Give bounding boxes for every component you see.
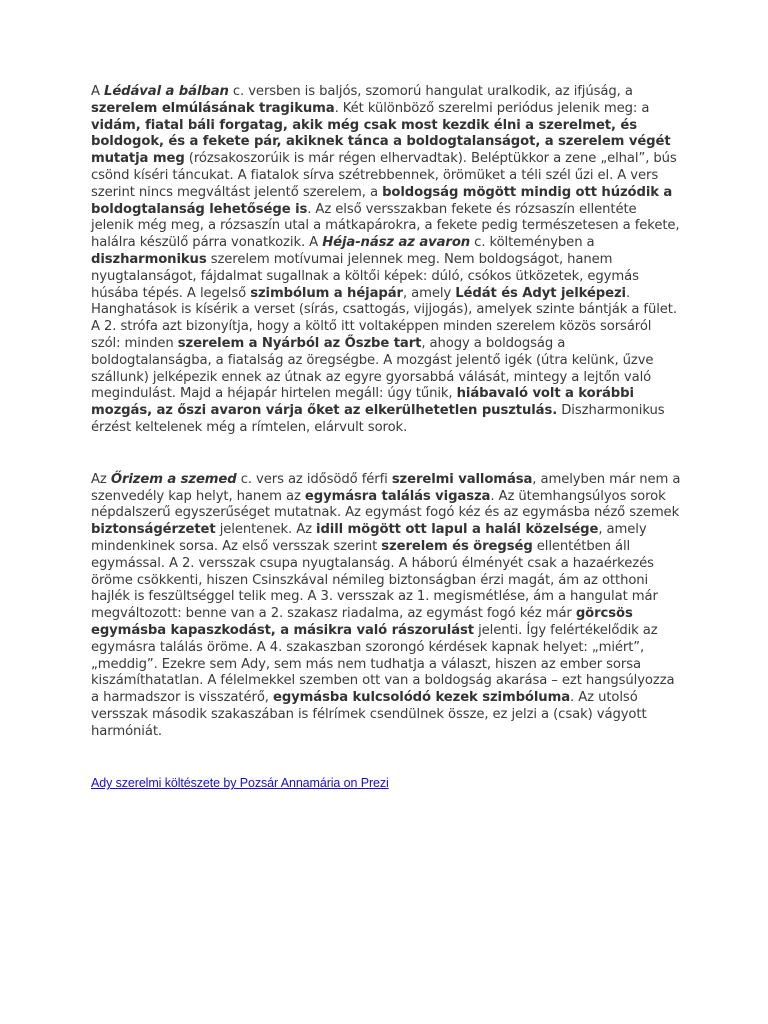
- emphasized-phrase: vidám, fiatal báli forgatag, akik még csak most kezdik élni a szerelmet, és boldogok, és a fekete pár, akiknek tánca a boldogtalanságot, a szerelem végét mutatja meg: [91, 117, 671, 167]
- emphasized-phrase: egymásra találás vigasza: [304, 488, 491, 504]
- emphasized-phrase: görcsös egymásba kapaszkodást, a másikra való rászorulást: [91, 606, 633, 638]
- emphasized-phrase: szerelem elmúlásának tragikuma: [91, 100, 335, 116]
- emphasized-phrase: egymásba kulcsolódó kezek szimbóluma: [272, 690, 571, 706]
- emphasized-phrase: diszharmonikus: [91, 251, 207, 267]
- prezi-link-line: [91, 775, 681, 791]
- paragraph-leda-heja: A Lédával a bálban c. versben is baljós, szomorú hangulat uralkodik, az ifjúság, a szerelem elmúlásának tragikuma. Két különböző szerelmi periódus jelenik meg: a vidám, fiatal báli forgatag, akik még csak most kezdik élni a szerelmet, és boldogok, és a fekete pár, akiknek tánca a boldogtalanságot, a szerelem végét mutatja meg (rózsakoszorúik is már régen elhervadtak). Beléptükkor a zene „elhal”, bús csönd kíséri táncukat. A fiatalok sírva szétrebbennek, örömüket a téli szél űzi el. A vers szerint nincs megváltást jelentő szerelem, a boldogság mögött mindig ott húzódik a boldogtalanság lehetősége is. Az első versszakban fekete és rózsaszín ellentéte jelenik még meg, a rózsaszín utal a mátkapárokra, a fekete pedig természetesen a fekete, halálra készülő párra vonatkozik. A Héja-nász az avaron c. költeményben a diszharmonikus szerelem motívumai jelennek meg. Nem boldogságot, hanem nyugtalanságot, fájdalmat sugallnak a költői képek: dúló, csókos ütközetek, egymás húsába tépés. A legelső szimbólum a héjapár, amely Lédát és Adyt jelképezi. Hanghatások is kísérik a verset (sírás, csattogás, vijjogás), amelyek szinte bántják a fület. A 2. strófa azt bizonyítja, hogy a költő itt voltaképpen minden szerelem közös sorsáról szól: minden szerelem a Nyárból az Őszbe tart, ahogy a boldogság a boldogtalanságba, a fiatalság az öregségbe. A mozgást jelentő igék (útra kelünk, űzve szállunk) jelképezik ennek az útnak az egyre gyorsabbá válását, mintegy a lejtőn való megindulást. Majd a héjapár hirtelen megáll: úgy tűnik, hiábavaló volt a korábbi mozgás, az őszi avaron várja őket az elkerülhetetlen pusztulás. Diszharmonikus érzést keltelenek még a rímtelen, elárvult sorok.: [91, 84, 680, 435]
- emphasized-phrase: boldogság mögött mindig ott húzódik a boldogtalanság lehetősége is: [91, 184, 673, 217]
- document-body: [91, 84, 681, 791]
- emphasized-phrase: szerelmi vallomása: [391, 471, 533, 487]
- emphasized-title: Lédával a bálban: [104, 84, 229, 99]
- emphasized-title: Őrizem a szemed: [110, 471, 237, 487]
- emphasized-phrase: szerelem a Nyárból az Őszbe tart: [177, 335, 422, 351]
- emphasized-phrase: biztonságérzetet: [91, 522, 216, 538]
- paragraph-orizem: Az Őrizem a szemed c. vers az idősödő férfi szerelmi vallomása, amelyben már nem a szenvedély kap helyt, hanem az egymásra találás vigasza. Az ütemhangsúlyos sorok népdalszerű egyszerűséget mutatnak. Az egymást fogó kéz és az egymásba néző szemek biztonságérzetet jelentenek. Az idill mögött ott lapul a halál közelsége, amely mindenkinek sorsa. Az első versszak szerint szerelem és öregség ellentétben áll egymással. A 2. versszak csupa nyugtalanság. A háború élményét csak a hazaérkezés öröme csökkenti, hiszen Csinszkával némileg biztonságban érzi magát, ám az otthoni hajlék is feszültséggel telik meg. A 3. versszak az 1. megismétlése, ám a hangulat már megváltozott: benne van a 2. szakasz riadalma, az egymást fogó kéz már görcsös egymásba kapaszkodást, a másikra való rászorulást jelenti. Így felértékelődik az egymásra találás öröme. A 4. szakaszban szorongó kérdések kapnak helyet: „miért”, „meddig”. Ezekre sem Ady, sem más nem tudhatja a választ, hiszen az ember sorsa kiszámíthatatlan. A félelmekkel szemben ott van a boldogság akarása – ezt hangsúlyozza a harmadszor is visszatérő, egymásba kulcsolódó kezek szimbóluma. Az utolsó versszak második szakaszában is félrímek csendülnek össze, ez jelzi a (csak) vágyott harmóniát.: [91, 471, 681, 739]
- emphasized-phrase: Lédát és Adyt jelképezi: [455, 285, 626, 301]
- emphasized-phrase: idill mögött ott lapul a halál közelsége: [316, 522, 599, 538]
- emphasized-title: Héja-nász az avaron: [322, 235, 471, 251]
- emphasized-phrase: hiábavaló volt a korábbi mozgás, az őszi avaron várja őket az elkerülhetetlen pusztulás.: [91, 386, 634, 419]
- prezi-link[interactable]: Ady szerelmi költészete by Pozsár Annamária on Prezi: [91, 776, 389, 791]
- emphasized-phrase: szimbólum a héjapár: [250, 285, 403, 301]
- emphasized-phrase: szerelem és öregség: [381, 538, 533, 554]
